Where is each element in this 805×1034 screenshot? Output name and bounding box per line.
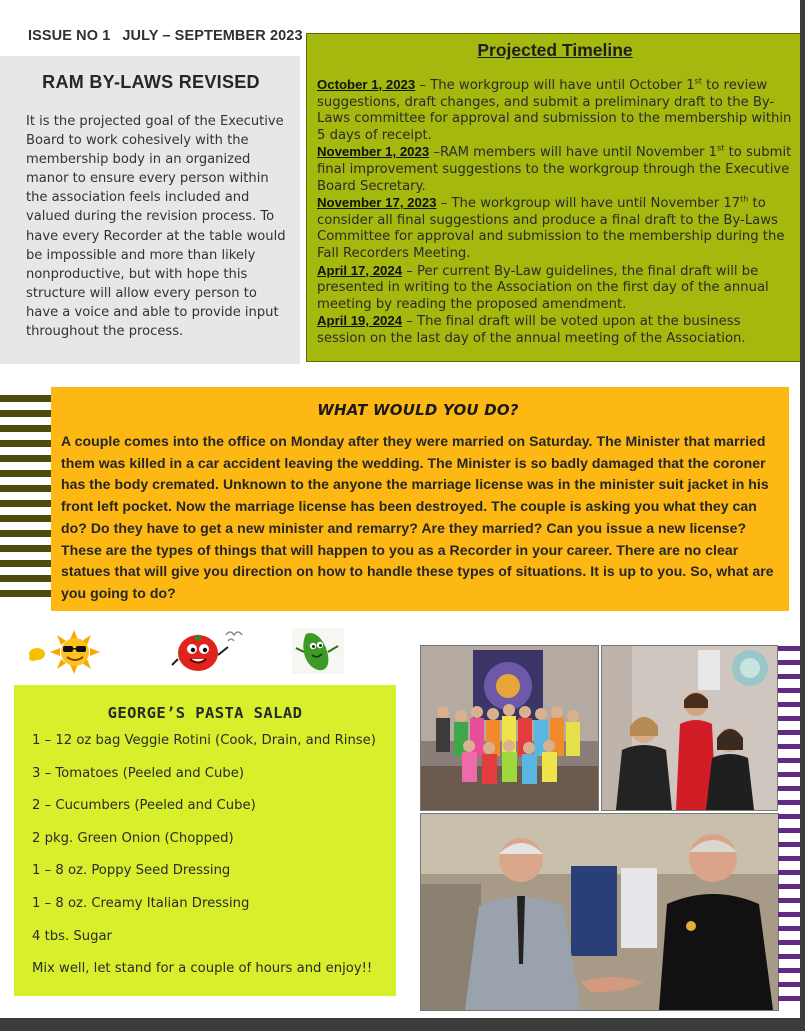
page-edge-bottom (0, 1018, 805, 1031)
timeline-entry: April 19, 2024 – The final draft will be voted upon at the business session on the last day of the annual meeting of the Association. (317, 313, 746, 346)
recipe-line: 2 – Cucumbers (Peeled and Cube) (32, 798, 256, 814)
recipe-line: 4 tbs. Sugar (32, 928, 112, 944)
recipe-line: 1 – 8 oz. Poppy Seed Dressing (32, 863, 231, 879)
recipe-line: 2 pkg. Green Onion (Chopped) (32, 830, 234, 846)
timeline-entry: October 1, 2023 – The workgroup will have until October 1st to review suggestions, draft changes, and submit a preliminary draft to the By-Laws committee for approval and submission to the membership within 5 days of receipt. (317, 76, 792, 143)
bylaws-body: It is the projected goal of the Executive Board to work cohesively with the membership body in an organized manor to ensure every person within the association feels included and valued during the revision process. To have every Recorder at the table would be impossible and more than likely nonproductive, but with hope this structure will allow every person to have a voice and able to provide input throughout the process. (26, 114, 286, 340)
bylaws-section (0, 56, 300, 364)
timeline-date: October 1, 2023 (317, 77, 416, 92)
timeline-entries (317, 77, 793, 348)
issue-header (28, 28, 308, 48)
wwyd-title: WHAT WOULD YOU DO? (317, 401, 519, 419)
wwyd-body: A couple comes into the office on Monday after they were married on Saturday. The Minister that married them was killed in a car accident leaving the wedding. The Minister is so badly damaged that the coroner has the body cremated. Unknown to the anyone the marriage license was in the minister suit jacket in his front left pocket. Now the marriage license has been destroyed. The couple is asking you what they can do? Do they have to get a new minister and remarry? Are they married? Can you issue a new license? These are the types of things that will happen to you as a Recorder in your career. There are no clear statues that will give you direction on how to handle these types of situations. It is up to you. So, what are you going to do? (61, 433, 774, 601)
issue-number: ISSUE NO 1 (28, 28, 111, 44)
members-photo (601, 645, 778, 811)
tomato-clipart-icon (170, 625, 248, 675)
timeline-date: November 1, 2023 (317, 144, 430, 160)
recipe-line: 3 – Tomatoes (Peeled and Cube) (32, 765, 244, 781)
issue-period: JULY – SEPTEMBER 2023 (122, 28, 303, 44)
cucumber-clipart-icon (292, 628, 344, 674)
timeline-section (306, 33, 802, 362)
left-stripe-decoration (0, 395, 51, 610)
timeline-date: November 17, 2023 (317, 195, 437, 211)
recipe-section (14, 685, 396, 996)
timeline-entry: November 1, 2023 –RAM members will have until November 1st to submit final improvement suggestions to the workgroup through the Executive Board Secretary. (317, 143, 792, 194)
what-would-you-do-section (51, 387, 789, 611)
timeline-date: April 19, 2024 (317, 313, 403, 329)
bylaws-title: RAM BY-LAWS REVISED (42, 72, 260, 92)
handshake-photo (420, 813, 779, 1011)
group-photo (420, 645, 599, 811)
page-edge-right (800, 0, 805, 1031)
recipe-line: 1 – 12 oz bag Veggie Rotini (Cook, Drain, and Rinse) (32, 733, 376, 748)
timeline-title: Projected Timeline (477, 40, 633, 60)
timeline-date: April 17, 2024 (317, 262, 403, 278)
recipe-title: GEORGE’S PASTA SALAD (107, 704, 303, 722)
recipe-line: Mix well, let stand for a couple of hours and enjoy!! (32, 961, 373, 977)
recipe-line: 1 – 8 oz. Creamy Italian Dressing (32, 895, 250, 911)
timeline-entry: November 17, 2023 – The workgroup will have until November 17th to consider all final suggestions and produce a final draft to the By-Laws Committee for approval and submission to the membership during the Fall Recorders Meeting. (317, 194, 785, 261)
sun-clipart-icon (24, 628, 104, 676)
timeline-entry: April 17, 2024 – Per current By-Law guidelines, the final draft will be presented in writing to the Association on the first day of the annual meeting by reading the proposed amendment. (317, 262, 769, 312)
